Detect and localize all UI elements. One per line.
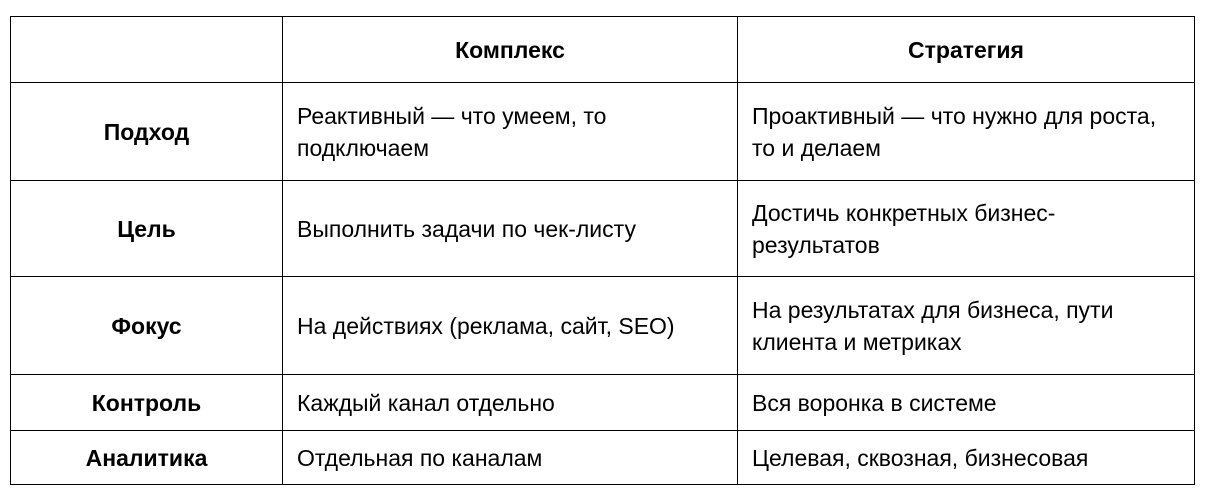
row-label-goal: Цель	[11, 181, 283, 277]
header-corner-cell	[11, 17, 283, 83]
cell-strategy-approach: Проактивный — что нужно для роста, то и делаем	[738, 83, 1195, 181]
row-label-control: Контроль	[11, 375, 283, 431]
table-row	[11, 181, 1195, 277]
header-strategy: Стратегия	[738, 17, 1195, 83]
header-complex: Комплекс	[283, 17, 738, 83]
cell-complex-control: Каждый канал отдельно	[283, 375, 738, 431]
table-row	[11, 277, 1195, 375]
cell-strategy-goal: Достичь конкретных бизнес-результатов	[738, 181, 1195, 277]
row-label-analytics: Аналитика	[11, 431, 283, 485]
table-row	[11, 431, 1195, 485]
comparison-sheet	[10, 16, 1194, 484]
cell-strategy-control: Вся воронка в системе	[738, 375, 1195, 431]
cell-complex-analytics: Отдельная по каналам	[283, 431, 738, 485]
cell-strategy-focus: На результатах для бизнеса, пути клиента и метриках	[738, 277, 1195, 375]
table-header-row	[11, 17, 1195, 83]
table-row	[11, 375, 1195, 431]
cell-complex-approach: Реактивный — что умеем, то подключаем	[283, 83, 738, 181]
row-label-approach: Подход	[11, 83, 283, 181]
comparison-table	[10, 16, 1195, 485]
table-row	[11, 83, 1195, 181]
row-label-focus: Фокус	[11, 277, 283, 375]
cell-strategy-analytics: Целевая, сквозная, бизнесовая	[738, 431, 1195, 485]
cell-complex-focus: На действиях (реклама, сайт, SEO)	[283, 277, 738, 375]
cell-complex-goal: Выполнить задачи по чек-листу	[283, 181, 738, 277]
